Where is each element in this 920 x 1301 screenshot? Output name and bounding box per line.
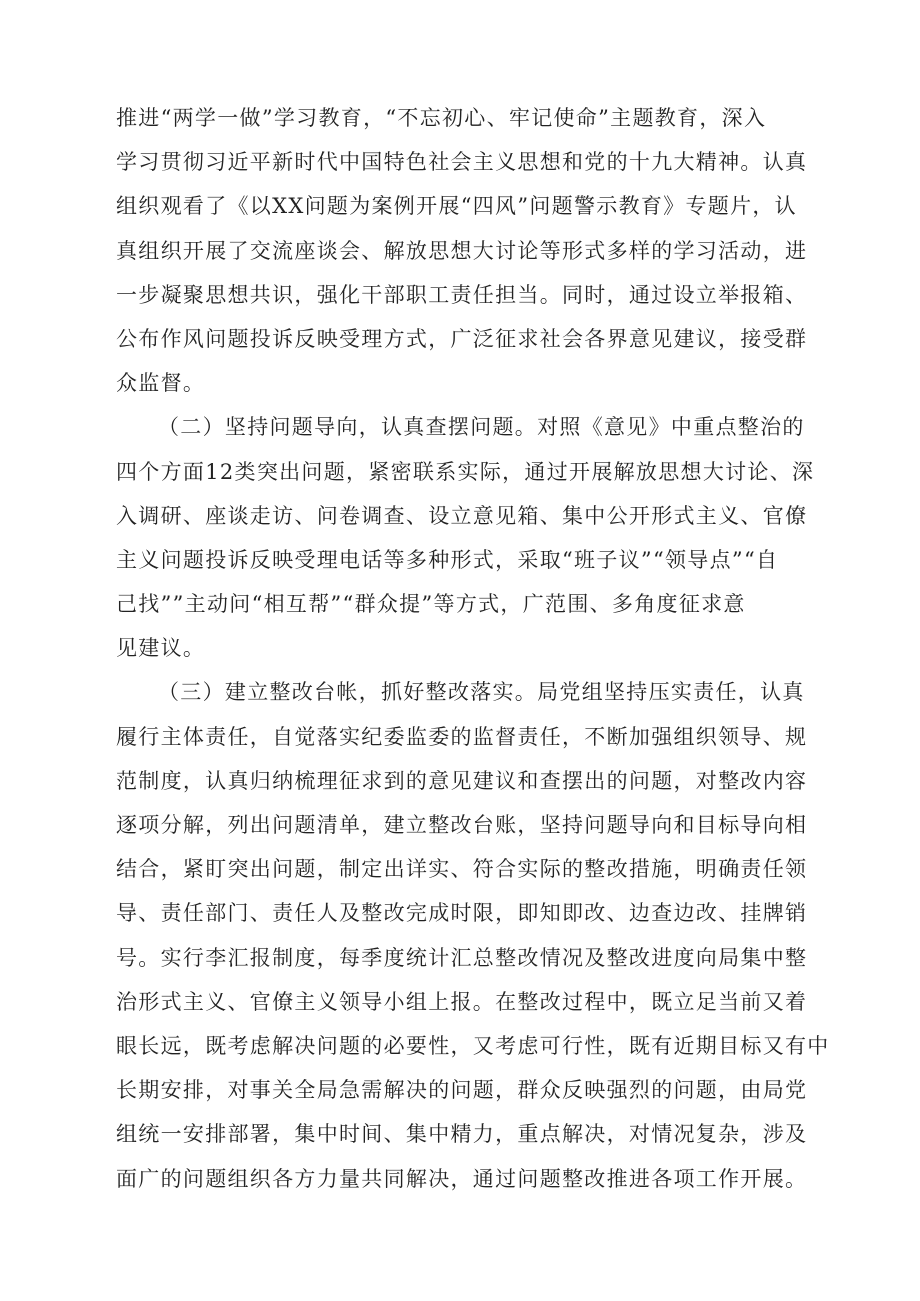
text-line: 眼长远，既考虑解决问题的必要性，又考虑可行性，既有近期目标又有中	[116, 1033, 830, 1058]
text-line: 公布作风问题投诉反映受理方式，广泛征求社会各界意见建议，接受群	[116, 326, 808, 351]
text-line: 主义问题投诉反映受理电话等多种形式，采取“班子议”“领导点”“自	[116, 547, 779, 572]
text-line: 见建议。	[116, 636, 206, 661]
text-line: 真组织开展了交流座谈会、解放思想大讨论等形式多样的学习活动，进	[116, 238, 808, 263]
paragraph-2	[116, 405, 832, 670]
paragraph-3	[116, 670, 832, 1200]
text-line: 推进“两学一做”学习教育，“不忘初心、牢记使命”主题教育，深入	[116, 106, 767, 130]
text-line: 组统一安排部署，集中时间、集中精力，重点解决，对情况复杂，涉及	[116, 1122, 808, 1147]
text-line: 己找””主动问“相互帮”“群众提”等方式，广范围、多角度征求意	[116, 592, 746, 617]
text-line: 治形式主义、官僚主义领导小组上报。在整改过程中，既立足当前又着	[116, 989, 808, 1014]
text-line: 结合，紧盯突出问题，制定出详实、符合实际的整改措施，明确责任领	[116, 857, 808, 882]
text-line: 一步凝聚思想共识，强化干部职工责任担当。同时，通过设立举报箱、	[116, 282, 808, 307]
text-line: 履行主体责任，自觉落实纪委监委的监督责任，不断加强组织领导、规	[116, 724, 808, 749]
text-line: 导、责任部门、责任人及整改完成时限，即知即改、边查边改、挂牌销	[116, 901, 808, 926]
text-line: 组织观看了《以XX问题为案例开展“四风”问题警示教育》专题片，认	[116, 194, 797, 219]
text-line: 面广的问题组织各方力量共同解决，通过问题整改推进各项工作开展。	[116, 1166, 808, 1191]
text-line: （三）建立整改台帐，抓好整改落实。局党组坚持压实责任，认真	[158, 680, 805, 705]
text-line: 学习贯彻习近平新时代中国特色社会主义思想和党的十九大精神。认真	[116, 150, 808, 175]
text-line: （二）坚持问题导向，认真查摆问题。对照《意见》中重点整治的	[158, 415, 805, 440]
document-body	[116, 96, 832, 1201]
text-line: 逐项分解，列出问题清单，建立整改台账，坚持问题导向和目标导向相	[116, 813, 808, 837]
text-line: 四个方面12类突出问题，紧密联系实际，通过开展解放思想大讨论、深	[116, 459, 815, 484]
text-line: 范制度，认真归纳梳理征求到的意见建议和查摆出的问题，对整改内容	[116, 768, 808, 793]
text-line: 号。实行李汇报制度，每季度统计汇总整改情况及整改进度向局集中整	[116, 945, 808, 970]
text-line: 众监督。	[116, 371, 206, 396]
text-line: 长期安排，对事关全局急需解决的问题，群众反映强烈的问题，由局党	[116, 1078, 808, 1103]
paragraph-1	[116, 96, 832, 405]
text-line: 入调研、座谈走访、问卷调查、设立意见箱、集中公开形式主义、官僚	[116, 503, 808, 528]
